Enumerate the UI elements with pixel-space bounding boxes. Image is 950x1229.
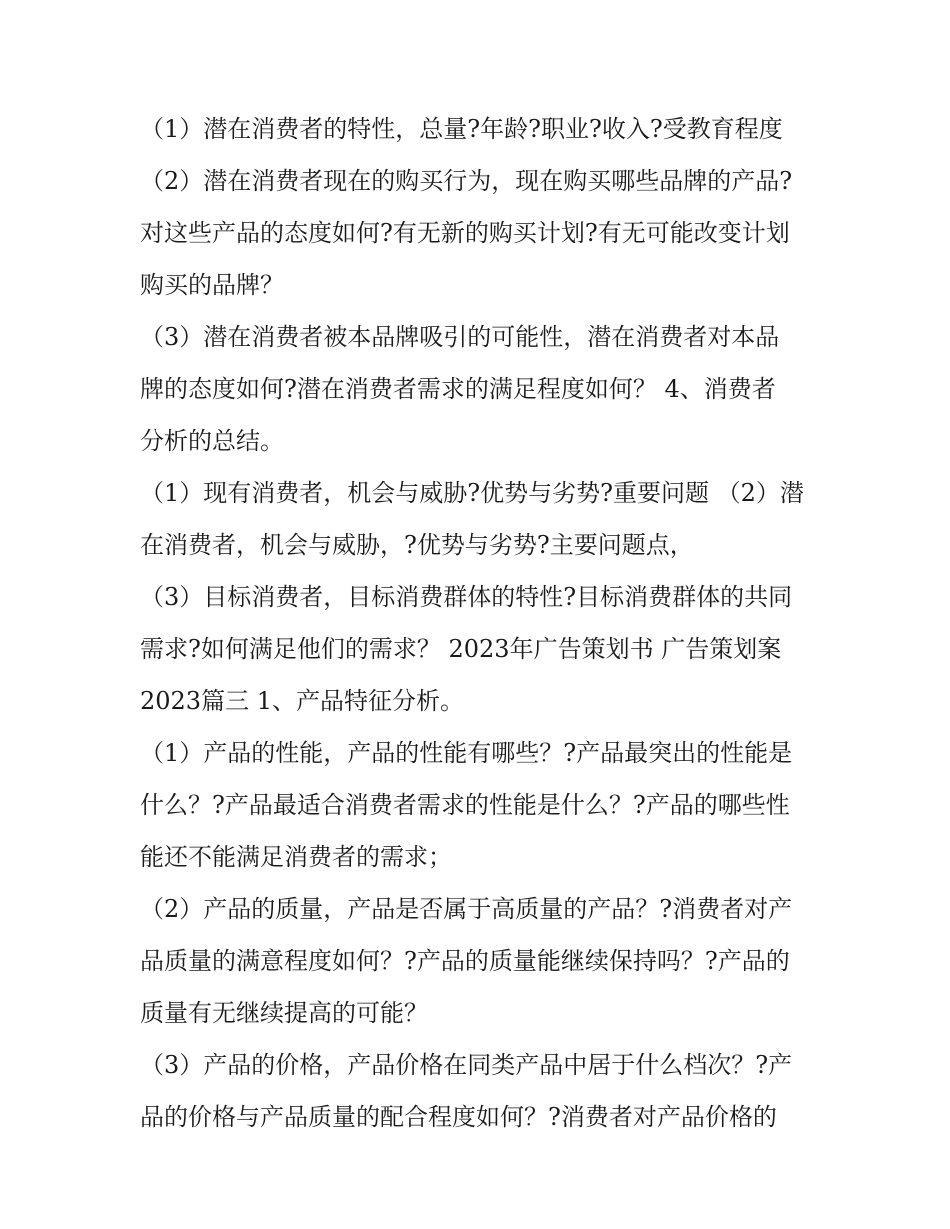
text-line: 购买的品牌？ [140,271,284,299]
text-line: 分析的总结。 [140,427,284,455]
text-line: （3）目标消费者，目标消费群体的特性?目标消费群体的共同 [140,583,793,611]
text-line: 2023篇三 1、产品特征分析。 [140,687,464,715]
text-line: （3）产品的价格，产品价格在同类产品中居于什么档次？?产 [140,1051,793,1079]
text-line: （2）产品的质量，产品是否属于高质量的产品？?消费者对产 [140,895,793,923]
body-text [140,103,815,1143]
text-line: （1）产品的性能，产品的性能有哪些？?产品最突出的性能是 [140,739,793,767]
text-line: 牌的态度如何?潜在消费者需求的满足程度如何？ 4、消费者 [140,375,776,403]
text-line: （1）现有消费者，机会与威胁?优势与劣势?重要问题 （2）潜 [140,479,804,507]
text-line: 质量有无继续提高的可能？ [140,999,428,1027]
text-line: 在消费者，机会与威胁，?优势与劣势?主要问题点， [140,531,694,559]
text-line: 对这些产品的态度如何?有无新的购买计划?有无可能改变计划 [140,219,790,247]
text-line: 能还不能满足消费者的需求； [140,843,452,871]
text-line: 什么？?产品最适合消费者需求的性能是什么？?产品的哪些性 [140,791,790,819]
text-line: 需求?如何满足他们的需求？ 2023年广告策划书 广告策划案 [140,635,782,663]
text-line: （3）潜在消费者被本品牌吸引的可能性，潜在消费者对本品 [140,323,780,351]
text-line: 品的价格与产品质量的配合程度如何？?消费者对产品价格的 [140,1103,777,1131]
text-line: 品质量的满意程度如何？?产品的质量能继续保持吗？?产品的 [140,947,790,975]
text-line: （1）潜在消费者的特性，总量?年龄?职业?收入?受教育程度 [140,115,783,143]
text-line: （2）潜在消费者现在的购买行为，现在购买哪些品牌的产品? [140,167,793,195]
